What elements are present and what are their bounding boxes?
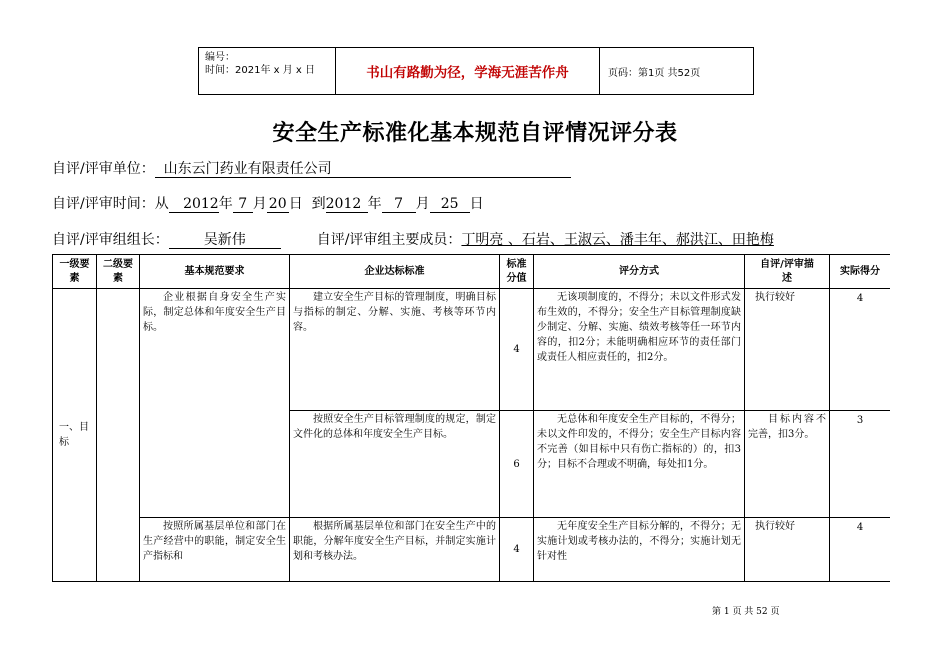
unit-label: 自评/评审单位：: [52, 161, 155, 177]
level2-cell: [97, 289, 140, 582]
motto: 书山有路勤为径，学海无涯苦作舟: [336, 48, 600, 94]
level1-cell: 一、目标: [53, 289, 97, 582]
description-cell: 目标内容不完善，扣3分。: [745, 411, 830, 518]
time-label: 时间：2021年 x 月 x 日: [205, 65, 315, 76]
standard-cell: 按照安全生产目标管理制度的规定，制定文件化的总体和年度安全生产目标。: [290, 411, 500, 518]
col-header-requirement: 基本规范要求: [140, 255, 290, 289]
col-header-level1: 一级要素: [53, 255, 97, 289]
day-unit-2: 日: [469, 196, 484, 212]
members-label: 自评/评审组主要成员：: [316, 232, 462, 248]
time-label: 自评/评审时间：从: [52, 196, 169, 212]
points-cell: 6: [500, 411, 534, 518]
leader-label: 自评/评审组组长：: [52, 232, 169, 248]
score-table: [52, 254, 890, 582]
col-header-method: 评分方式: [534, 255, 745, 289]
requirement-cell: 企业根据自身安全生产实际，制定总体和年度安全生产目标。: [140, 289, 290, 518]
method-cell: 无该项制度的，不得分；未以文件形式发布生效的，不得分；安全生产目标管理制度缺少制定、分解、实施、绩效考核等任一环节内容的，扣2分；未能明确相应环节的责任部门或责任人相应责任的，扣2分。: [534, 289, 745, 411]
code-label: 编号：: [205, 52, 235, 63]
year-start: 2012: [169, 197, 219, 213]
score-cell: 4: [830, 289, 891, 411]
score-cell: 4: [830, 518, 891, 582]
col-header-description: 自评/评审描 述: [745, 255, 830, 289]
score-cell: 3: [830, 411, 891, 518]
leader-value: 吴新伟: [169, 233, 281, 249]
table-row: [53, 289, 891, 411]
header-meta: [199, 48, 336, 94]
year-unit-2: 年: [367, 196, 382, 212]
page-label: 页码：第1页 共52页: [608, 67, 701, 79]
page-header: [198, 47, 754, 95]
points-cell: 4: [500, 518, 534, 582]
description-cell: 执行较好: [745, 518, 830, 582]
col-header-points: 标准分值: [500, 255, 534, 289]
team-line: [52, 229, 774, 249]
points-cell: 4: [500, 289, 534, 411]
year-unit: 年: [218, 196, 233, 212]
method-cell: 无年度安全生产目标分解的，不得分；无实施计划或考核办法的，不得分；实施计划无针对性: [534, 518, 745, 582]
unit-line: [52, 158, 571, 178]
month-end: 7: [382, 197, 416, 213]
standard-cell: 根据所属基层单位和部门在安全生产中的职能，分解年度安全生产目标，并制定实施计划和考核办法。: [290, 518, 500, 582]
requirement-cell: 按照所属基层单位和部门在生产经营中的职能，制定安全生产指标和: [140, 518, 290, 582]
header-row: [53, 255, 891, 289]
unit-value-field: [155, 162, 571, 178]
col-header-level2: 二级要素: [97, 255, 140, 289]
unit-value: 山东云门药业有限责任公司: [163, 161, 332, 177]
method-cell: 无总体和年度安全生产目标的，不得分；未以文件印发的，不得分；安全生产目标内容不完善（如目标中只有伤亡指标的）的，扣3分；目标不合理或不明确，每处扣1分。: [534, 411, 745, 518]
standard-cell: 建立安全生产目标的管理制度，明确目标与指标的制定、分解、实施、考核等环节内容。: [290, 289, 500, 411]
day-end: 25: [430, 197, 470, 213]
page-title: 安全生产标准化基本规范自评情况评分表: [272, 121, 678, 146]
day-start: 20: [267, 197, 289, 213]
month-unit: 月: [252, 196, 267, 212]
members-value: 丁明亮 、石岩、王淑云、潘丰年、郝洪江、田艳梅: [461, 232, 774, 248]
year-end: 2012: [326, 197, 368, 213]
month-unit-2: 月: [415, 196, 430, 212]
col-header-standard: 企业达标标准: [290, 255, 500, 289]
month-start: 7: [233, 197, 253, 213]
col-header-score: 实际得分: [830, 255, 891, 289]
description-cell: 执行较好: [745, 289, 830, 411]
to-label: 到: [311, 196, 326, 212]
page-footer: 第 1 页 共 52 页: [712, 607, 780, 617]
day-unit: 日: [288, 196, 303, 212]
table-row: [53, 518, 891, 582]
time-line: [52, 193, 484, 213]
score-table-wrapper: [52, 254, 890, 582]
